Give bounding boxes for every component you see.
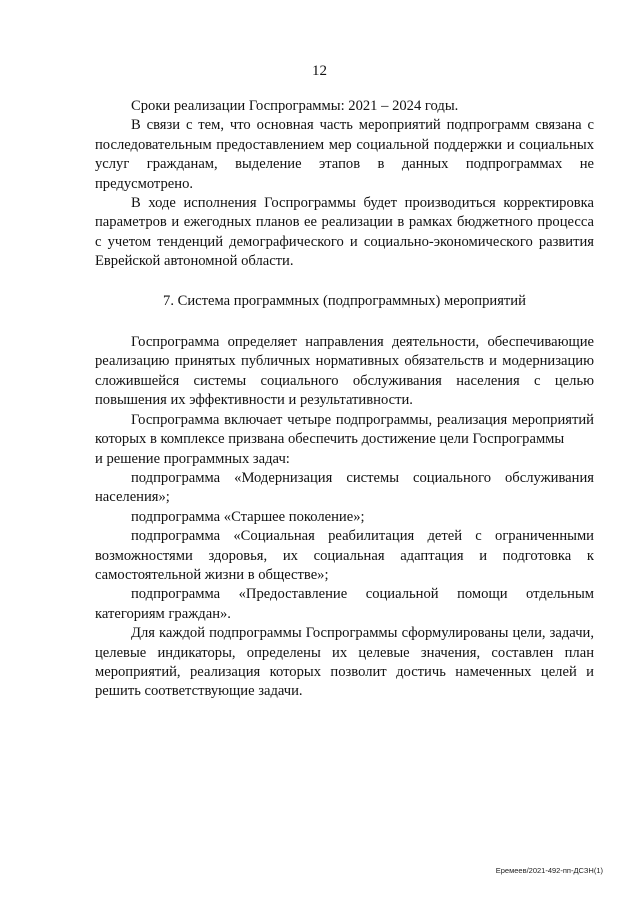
implementation-period-paragraph: Сроки реализации Госпрограммы: 2021 – 2024 годы. <box>131 98 459 114</box>
subprogram-modernization: подпрограмма «Модернизация системы социального обслуживания населения»; <box>95 469 594 506</box>
subprogram-social-assistance: подпрограмма «Предоставление социальной помощи отдельным категориям граждан». <box>95 586 594 622</box>
subprogram-child-rehabilitation: подпрограмма «Социальная реабилитация детей с ограниченными возможностями здоровья, их социальная адаптация и подготовка к самостоятельной жизни в обществе»; <box>95 528 594 583</box>
four-subprograms-paragraph: Госпрограмма включает четыре подпрограммы, реализация мероприятий которых в комплексе призвана обеспечить достижение цели Госпрограммы <box>95 411 594 448</box>
program-directions-paragraph: Госпрограмма определяет направления деятельности, обеспечивающие реализацию принятых публичных нормативных обязательств и модернизацию сложившейся системы социального обслуживания населения с целью повышения их эффективности и результативности. <box>95 334 594 409</box>
subprogram-goals-paragraph: Для каждой подпрограммы Госпрограммы сформулированы цели, задачи, целевые индикаторы, определены их целевые значения, составлен план мероприятий, реализация которых позволит достичь намеченных целей и решить соответствующие задачи. <box>95 625 594 700</box>
page-number: 12 <box>312 63 327 79</box>
document-body <box>95 97 594 702</box>
subprogram-senior-generation: подпрограмма «Старшее поколение»; <box>131 508 365 525</box>
stages-paragraph: В связи с тем, что основная часть мероприятий подпрограмм связана с последовательным предоставлением мер социальной поддержки и социальных услуг гражданам, выделение этапов в данных подпрограммах не предусмотрено. <box>95 117 594 192</box>
document-footer-code: Еремеев/2021-492-пп-ДСЗН(1) <box>495 866 603 875</box>
section-7-heading: 7. Система программных (подпрограммных) мероприятий <box>163 292 526 309</box>
adjustment-paragraph: В ходе исполнения Госпрограммы будет производиться корректировка параметров и ежегодных планов ее реализации в рамках бюджетного процесса с учетом тенденций демографического и социально-экономического развития Еврейской автономной области. <box>95 195 594 270</box>
program-tasks-line: и решение программных задач: <box>95 450 290 467</box>
